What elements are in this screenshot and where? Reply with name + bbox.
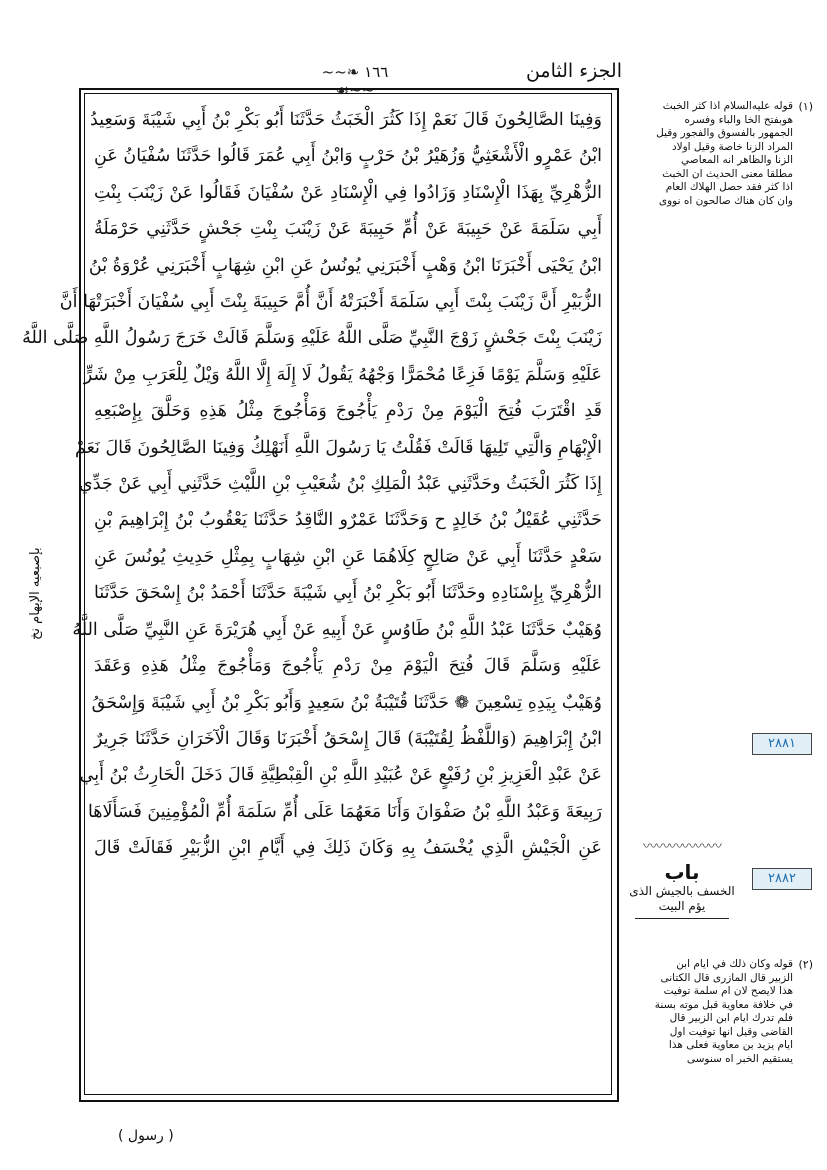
text-line: زَيْنَبَ بِنْتَ جَحْشٍ زَوْجَ النَّبِيِّ صَلَّى اللَّهُ عَلَيْهِ وَسَلَّمَ قَالَتْ خَرَجَ رَسُولُ اللَّهِ صَلَّى اللَّهُ xyxy=(22,328,602,349)
chapter-title-line-2: يؤم البيت xyxy=(658,899,706,913)
text-line: عَنْ عَبْدِ الْعَزِيزِ بْنِ رُفَيْعٍ عَنْ عُبَيْدِ اللَّهِ بْنِ الْقِبْطِيَّةِ قَالَ دَخَلَ الْحَارِثُ بْنُ أَبِي xyxy=(79,765,602,786)
margin-note-text: بإصبعيه الإبهام نخ xyxy=(28,547,43,640)
left-ornament-icon: ~~❧ xyxy=(321,63,360,81)
footnote-text: قوله وكان ذلك في ايام ابن الزبير قال المازرى قال الكتانى هذا لايصح لان ام سلمة توفيت في خلافة معاوية قبل موته بسنة فلم تدرك ايام ابن الزبير قال القاضى وقيل انها توفيت اول ايام يزيد بن معاوية فعلى هذا يستقيم الخبر اه سنوسى xyxy=(654,958,793,1065)
footnote-text: قوله عليه‌السلام اذا كثر الخبث هوبفتح الخا والباء وفسره الجمهور بالفسوق والفجور وقيل المراد الزنا خاصة وقيل اولاد الزنا والظاهر انه المعاصي مطلقا معنى الحديث ان الخبث اذا كثر فقد حصل الهلاك العام وان كان هناك صالحون اه نووى xyxy=(656,100,793,207)
text-line: عَنِ الْجَيْشِ الَّذِي يُخْسَفُ بِهِ وَكَانَ ذَلِكَ فِي أَيَّامِ ابْنِ الزُّبَيْرِ فَقَالَتْ قَالَ xyxy=(94,838,602,859)
page-number-value: ١٦٦ xyxy=(364,63,389,81)
text-line: الزُّبَيْرِ أَنَّ زَيْنَبَ بِنْتَ أَبِي سَلَمَةَ أَخْبَرَتْهُ أَنَّ أُمَّ حَبِيبَةَ بِنْتَ أَبِي سُفْيَانَ أَخْبَرَتْهَا أَنَّ xyxy=(59,292,602,313)
text-line: رَبِيعَةَ وَعَبْدُ اللَّهِ بْنُ صَفْوَانَ وَأَنَا مَعَهُمَا عَلَى أُمِّ سَلَمَةَ أُمِّ الْمُؤْمِنِينَ فَسَأَلَاهَا xyxy=(87,801,602,822)
footnote-1 xyxy=(653,100,811,208)
chapter-rule xyxy=(635,918,729,919)
right-ornament-icon: ☙~~ xyxy=(335,81,375,99)
text-line: وُهَيْبٌ حَدَّثَنَا عَبْدُ اللَّهِ بْنُ طَاوُسٍ عَنْ أَبِيهِ عَنْ أَبِي هُرَيْرَةَ عَنِ النَّبِيِّ صَلَّى اللَّهُ xyxy=(72,619,602,640)
text-line: سَعْدٍ حَدَّثَنَا أَبِي عَنْ صَالِحٍ كِلَاهُمَا عَنِ ابْنِ شِهَابٍ بِمِثْلِ حَدِيثِ يُونُسَ عَنِ xyxy=(94,546,602,567)
chapter-label: باب xyxy=(664,860,700,884)
text-line: ابْنُ إِبْرَاهِيمَ (وَاللَّفْظُ لِقُتَيْبَةَ) قَالَ إِسْحَقُ أَخْبَرَنَا وَقَالَ الْآخَرَانِ حَدَّثَنَا جَرِيرٌ xyxy=(94,728,602,749)
text-line: الْإِبْهَامِ وَالَّتِي تَلِيهَا قَالَتْ فَقُلْتُ يَا رَسُولَ اللَّهِ أَنَهْلِكُ وَفِينَا الصَّالِحُونَ قَالَ نَعَمْ xyxy=(74,437,602,458)
text-line: إِذَا كَثُرَ الْخَبَثُ وحَدَّثَنِي عَبْدُ الْمَلِكِ بْنُ شُعَيْبِ بْنِ اللَّيْثِ حَدَّثَنِي أَبِي عَنْ جَدِّي xyxy=(79,474,602,495)
text-line: قَدِ اقْتَرَبَ فُتِحَ الْيَوْمَ مِنْ رَدْمِ يَأْجُوجَ وَمَأْجُوجَ مِثْلُ هَذِهِ وَحَلَّقَ بِإِصْبَعِهِ xyxy=(94,401,602,422)
text-line: أَبِي سَلَمَةَ عَنْ حَبِيبَةَ عَنْ أُمِّ حَبِيبَةَ عَنْ زَيْنَبَ بِنْتِ جَحْشٍ حَدَّثَنِي حَرْمَلَةُ xyxy=(94,219,602,240)
text-line: الزُّهْرِيِّ بِإِسْنَادِهِ وحَدَّثَنَا أَبُو بَكْرِ بْنُ أَبِي شَيْبَةَ حَدَّثَنَا أَحْمَدُ بْنُ إِسْحَقَ حَدَّثَنَا xyxy=(94,583,602,604)
footnote-2 xyxy=(653,958,811,1066)
wave-divider-icon: 〰〰〰〰〰〰 xyxy=(643,839,721,855)
margin-note xyxy=(18,460,48,660)
footnote-number: (١) xyxy=(798,100,813,113)
text-line: ابْنُ يَحْيَى أَخْبَرَنَا ابْنُ وَهْبٍ أَخْبَرَنِي يُونُسُ عَنِ ابْنِ شِهَابٍ أَخْبَرَنِي عُرْوَةُ بْنُ xyxy=(88,255,602,276)
text-line: وُهَيْبٌ بِيَدِهِ تِسْعِينَ ❁ حَدَّثَنَا قُتَيْبَةُ بْنُ سَعِيدٍ وَأَبُو بَكْرِ بْنُ أَبِي شَيْبَةَ وَإِسْحَقُ xyxy=(91,692,602,713)
hadith-ref-badge: ٢٨٨١ xyxy=(752,733,812,755)
footnote-number: (٢) xyxy=(798,958,813,971)
chapter-heading xyxy=(627,836,737,919)
text-line: عَلَيْهِ وَسَلَّمَ قَالَ فُتِحَ الْيَوْمَ مِنْ رَدْمِ يَأْجُوجَ وَمَأْجُوجَ مِثْلُ هَذِهِ وَعَقَدَ xyxy=(94,656,602,677)
text-line: حَدَّثَنِي عُقَيْلُ بْنُ خَالِدٍ ح وَحَدَّثَنَا عَمْرٌو النَّاقِدُ حَدَّثَنَا يَعْقُوبُ بْنُ إِبْرَاهِيمَ بْنِ xyxy=(94,510,602,531)
part-title: الجزء الثامن xyxy=(525,60,622,82)
text-line: عَلَيْهِ وَسَلَّمَ يَوْمًا فَزِعًا مُحْمَرًّا وَجْهُهُ يَقُولُ لَا إِلَهَ إِلَّا اللَّهُ وَيْلٌ لِلْعَرَبِ مِنْ شَرٍّ xyxy=(83,364,602,385)
hadith-ref-badge: ٢٨٨٢ xyxy=(752,868,812,890)
text-line: وَفِينَا الصَّالِحُونَ قَالَ نَعَمْ إِذَا كَثُرَ الْخَبَثُ حَدَّثَنَا أَبُو بَكْرِ بْنُ أَبِي شَيْبَةَ وَسَعِيدُ xyxy=(90,110,602,130)
text-line: ابْنُ عَمْرٍو الْأَشْعَثِيُّ وَزُهَيْرُ بْنُ حَرْبٍ وَابْنُ أَبِي عُمَرَ قَالُوا حَدَّثَنَا سُفْيَانُ عَنِ xyxy=(94,146,602,167)
text-line: الزُّهْرِيِّ بِهَذَا الْإِسْنَادِ وَزَادُوا فِي الْإِسْنَادِ عَنْ سُفْيَانَ فَقَالُوا عَنْ زَيْنَبَ بِنْتِ xyxy=(94,182,602,203)
catchword: ( رسول ) xyxy=(118,1128,174,1144)
chapter-title-line-1: الخسف بالجيش الذى xyxy=(629,884,735,898)
